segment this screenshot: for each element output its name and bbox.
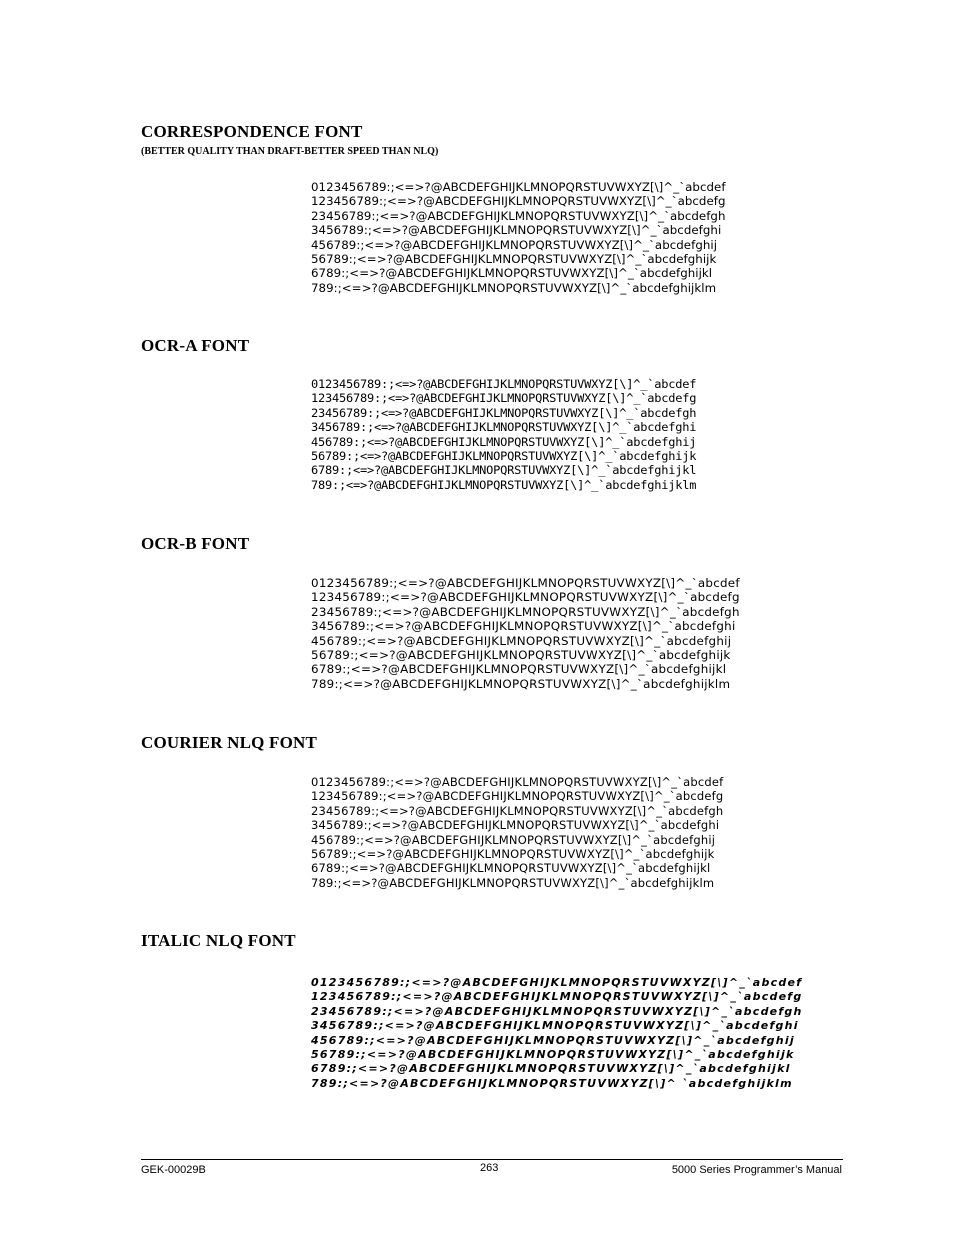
sample-line: 56789:;<=>?@ABCDEFGHIJKLMNOPQRSTUVWXYZ[\]^_`abcdefghijk xyxy=(311,846,715,861)
sample-line: 56789:;<=>?@ABCDEFGHIJKLMNOPQRSTUVWXYZ[\]^_`abcdefghijk xyxy=(311,647,731,662)
sample-line: 23456789:;<=>?@ABCDEFGHIJKLMNOPQRSTUVWXYZ[\]^_`abcdefgh xyxy=(311,1004,803,1018)
footer-doc-id: GEK-00029B xyxy=(141,1164,206,1176)
section-title-ocr-b: OCR-B FONT xyxy=(141,534,250,553)
sample-line: 0123456789:;<=>?@ABCDEFGHIJKLMNOPQRSTUVWXYZ[\]^_`abcdef xyxy=(311,976,803,989)
section-title-ocr-a: OCR-A FONT xyxy=(141,336,250,355)
sample-line: 23456789:;<=>?@ABCDEFGHIJKLMNOPQRSTUVWXYZ[\]^_`abcdefgh xyxy=(311,406,697,420)
sample-line: 56789:;<=>?@ABCDEFGHIJKLMNOPQRSTUVWXYZ[\]^_`abcdefghijk xyxy=(311,1047,795,1061)
font-sample-courier-nlq xyxy=(311,775,723,890)
font-sample-italic-nlq xyxy=(311,976,803,1091)
sample-line: 789:;<=>?@ABCDEFGHIJKLMNOPQRSTUVWXYZ[\]^ `abcdefghijklm xyxy=(311,1076,793,1090)
sample-line: 6789:;<=>?@ABCDEFGHIJKLMNOPQRSTUVWXYZ[\]^_`abcdefghijkl xyxy=(311,861,711,876)
section-title-courier-nlq: COURIER NLQ FONT xyxy=(141,733,318,752)
sample-line: 3456789:;<=>?@ABCDEFGHIJKLMNOPQRSTUVWXYZ[\]^_`abcdefghi xyxy=(311,619,736,634)
sample-line: 0123456789:;<=>?@ABCDEFGHIJKLMNOPQRSTUVWXYZ[\]^_`abcdef xyxy=(311,377,697,391)
footer-manual-title: 5000 Series Programmer’s Manual xyxy=(671,1164,842,1176)
sample-line: 56789:;<=>?@ABCDEFGHIJKLMNOPQRSTUVWXYZ[\]^_`abcdefghijk xyxy=(311,251,717,266)
sample-line: 456789:;<=>?@ABCDEFGHIJKLMNOPQRSTUVWXYZ[\]^_`abcdefghij xyxy=(311,237,718,252)
sample-line: 0123456789:;<=>?@ABCDEFGHIJKLMNOPQRSTUVWXYZ[\]^_`abcdef xyxy=(311,180,726,194)
sample-line: 56789:;<=>?@ABCDEFGHIJKLMNOPQRSTUVWXYZ[\]^_`abcdefghijk xyxy=(311,449,697,463)
sample-line: 456789:;<=>?@ABCDEFGHIJKLMNOPQRSTUVWXYZ[\]^_`abcdefghij xyxy=(311,434,697,449)
font-sample-ocr-b xyxy=(311,576,740,691)
sample-line: 123456789:;<=>?@ABCDEFGHIJKLMNOPQRSTUVWXYZ[\]^_`abcdefg xyxy=(311,590,740,605)
font-sample-correspondence xyxy=(311,180,726,295)
sample-line: 789:;<=>?@ABCDEFGHIJKLMNOPQRSTUVWXYZ[\]^_`abcdefghijklm xyxy=(311,478,697,492)
sample-line: 6789:;<=>?@ABCDEFGHIJKLMNOPQRSTUVWXYZ[\]^_`abcdefghijkl xyxy=(311,662,727,677)
sample-line: 6789:;<=>?@ABCDEFGHIJKLMNOPQRSTUVWXYZ[\]^_`abcdefghijkl xyxy=(311,1062,791,1076)
sample-line: 789:;<=>?@ABCDEFGHIJKLMNOPQRSTUVWXYZ[\]^_`abcdefghijklm xyxy=(311,875,715,890)
sample-line: 123456789:;<=>?@ABCDEFGHIJKLMNOPQRSTUVWXYZ[\]^_`abcdefg xyxy=(311,391,697,406)
sample-line: 456789:;<=>?@ABCDEFGHIJKLMNOPQRSTUVWXYZ[\]^_`abcdefghij xyxy=(311,832,716,847)
section-subtitle-correspondence: (BETTER QUALITY THAN DRAFT-BETTER SPEED THAN NLQ) xyxy=(141,146,439,157)
sample-line: 123456789:;<=>?@ABCDEFGHIJKLMNOPQRSTUVWXYZ[\]^_`abcdefg xyxy=(311,990,803,1004)
sample-line: 3456789:;<=>?@ABCDEFGHIJKLMNOPQRSTUVWXYZ[\]^_`abcdefghi xyxy=(311,223,722,238)
sample-line: 23456789:;<=>?@ABCDEFGHIJKLMNOPQRSTUVWXYZ[\]^_`abcdefgh xyxy=(311,208,726,223)
sample-line: 123456789:;<=>?@ABCDEFGHIJKLMNOPQRSTUVWXYZ[\]^_`abcdefg xyxy=(311,789,724,804)
sample-line: 0123456789:;<=>?@ABCDEFGHIJKLMNOPQRSTUVWXYZ[\]^_`abcdef xyxy=(311,576,740,590)
section-title-correspondence: CORRESPONDENCE FONT xyxy=(141,122,363,141)
sample-line: 789:;<=>?@ABCDEFGHIJKLMNOPQRSTUVWXYZ[\]^_`abcdefghijklm xyxy=(311,676,731,691)
sample-line: 123456789:;<=>?@ABCDEFGHIJKLMNOPQRSTUVWXYZ[\]^_`abcdefg xyxy=(311,194,726,209)
footer-page-number: 263 xyxy=(480,1162,499,1174)
sample-line: 456789:;<=>?@ABCDEFGHIJKLMNOPQRSTUVWXYZ[\]^_`abcdefghij xyxy=(311,1033,795,1047)
sample-line: 23456789:;<=>?@ABCDEFGHIJKLMNOPQRSTUVWXYZ[\]^_`abcdefgh xyxy=(311,803,724,818)
sample-line: 6789:;<=>?@ABCDEFGHIJKLMNOPQRSTUVWXYZ[\]^_`abcdefghijkl xyxy=(311,463,697,478)
sample-line: 3456789:;<=>?@ABCDEFGHIJKLMNOPQRSTUVWXYZ[\]^_`abcdefghi xyxy=(311,1019,799,1033)
sample-line: 23456789:;<=>?@ABCDEFGHIJKLMNOPQRSTUVWXYZ[\]^_`abcdefgh xyxy=(311,604,740,619)
sample-line: 789:;<=>?@ABCDEFGHIJKLMNOPQRSTUVWXYZ[\]^_`abcdefghijklm xyxy=(311,280,717,295)
footer-rule xyxy=(141,1159,843,1160)
sample-line: 3456789:;<=>?@ABCDEFGHIJKLMNOPQRSTUVWXYZ[\]^_`abcdefghi xyxy=(311,818,720,833)
sample-line: 3456789:;<=>?@ABCDEFGHIJKLMNOPQRSTUVWXYZ[\]^_`abcdefghi xyxy=(311,420,697,434)
sample-line: 0123456789:;<=>?@ABCDEFGHIJKLMNOPQRSTUVWXYZ[\]^_`abcdef xyxy=(311,775,724,789)
sample-line: 6789:;<=>?@ABCDEFGHIJKLMNOPQRSTUVWXYZ[\]^_`abcdefghijkl xyxy=(311,266,713,281)
section-title-italic-nlq: ITALIC NLQ FONT xyxy=(141,931,296,950)
font-sample-ocr-a xyxy=(311,377,696,492)
sample-line: 456789:;<=>?@ABCDEFGHIJKLMNOPQRSTUVWXYZ[\]^_`abcdefghij xyxy=(311,633,732,648)
